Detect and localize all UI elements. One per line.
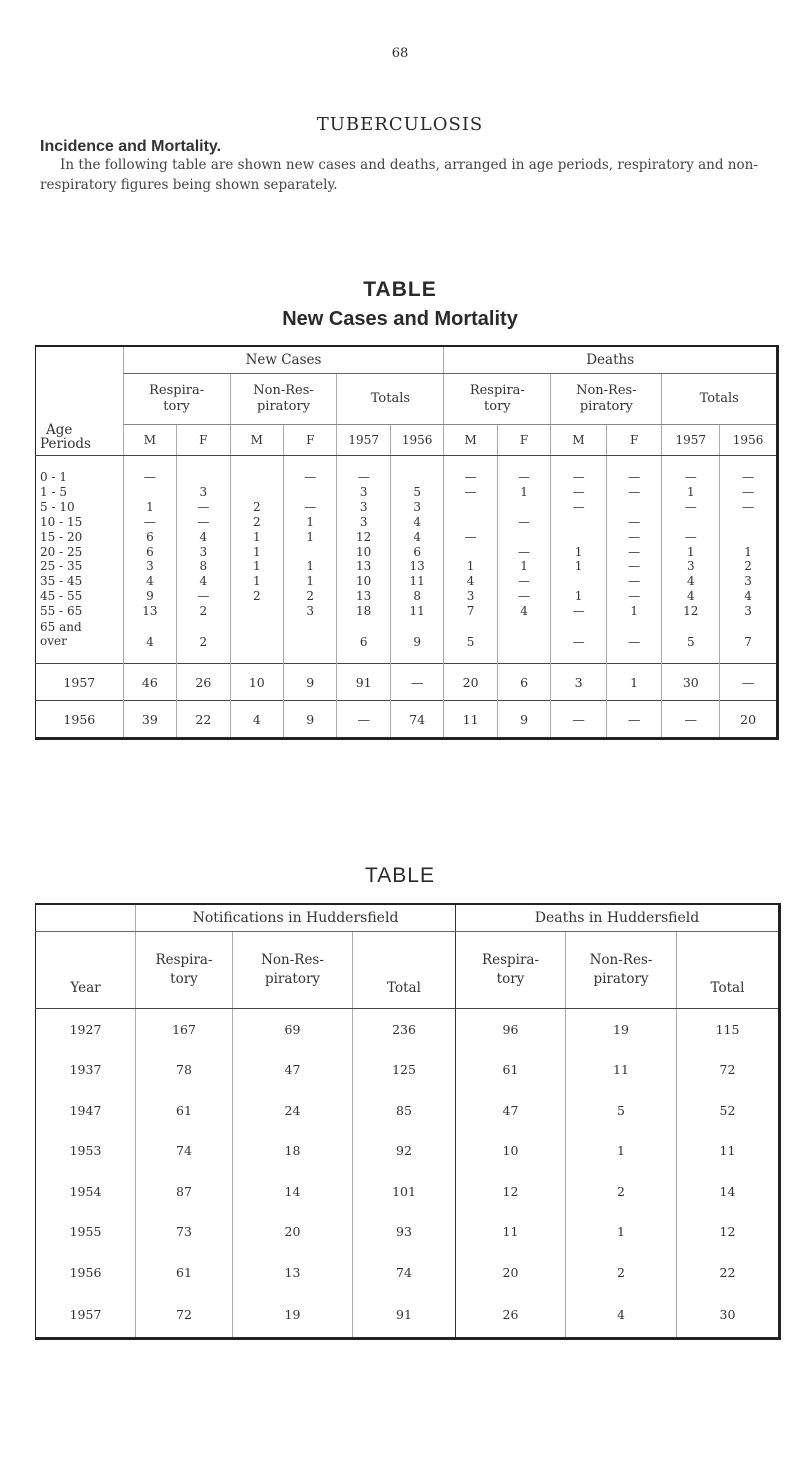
cell: 3 bbox=[720, 574, 778, 589]
intro-paragraph: In the following table are shown new cases and deaths, arranged in age periods, respiratory and non-respiratory figures being shown separately. bbox=[40, 157, 758, 193]
cell: 4 bbox=[566, 1293, 677, 1339]
cell: — bbox=[662, 530, 720, 545]
col-notif-nonrespiratory: Non-Res- piratory bbox=[233, 932, 353, 1009]
cell bbox=[662, 515, 720, 530]
cell: 4 bbox=[662, 574, 720, 589]
cell: — bbox=[606, 619, 662, 649]
cell bbox=[390, 470, 443, 485]
cell: 10 bbox=[337, 574, 390, 589]
cell: — bbox=[551, 619, 607, 649]
cell: 3 bbox=[284, 604, 337, 619]
cell: — bbox=[662, 701, 720, 739]
cell: 2 bbox=[566, 1171, 677, 1212]
cell: 1 bbox=[230, 574, 283, 589]
deaths-group-header: Deaths bbox=[444, 346, 778, 374]
cell: 1 bbox=[606, 664, 662, 701]
cell bbox=[551, 574, 607, 589]
cell: — bbox=[551, 500, 607, 515]
cell: 5 bbox=[662, 619, 720, 649]
cell: 11 bbox=[390, 604, 443, 619]
page-heading: TUBERCULOSIS bbox=[316, 114, 484, 135]
cell: 1 bbox=[662, 545, 720, 560]
table-row bbox=[36, 559, 778, 574]
cell: 12 bbox=[337, 530, 390, 545]
cell: — bbox=[284, 470, 337, 485]
cell: — bbox=[177, 589, 230, 604]
cell: 4 bbox=[720, 589, 778, 604]
cell: 12 bbox=[456, 1171, 566, 1212]
cell: 74 bbox=[136, 1131, 233, 1172]
cell: — bbox=[497, 589, 550, 604]
cell: 30 bbox=[662, 664, 720, 701]
deaths-respiratory-header: Respira- tory bbox=[444, 374, 551, 425]
cell: — bbox=[444, 530, 497, 545]
cell bbox=[497, 619, 550, 649]
cell: 20 bbox=[720, 701, 778, 739]
cell bbox=[444, 545, 497, 560]
cell: 1 bbox=[230, 530, 283, 545]
cell bbox=[720, 515, 778, 530]
cell: 30 bbox=[677, 1293, 780, 1339]
cell bbox=[444, 515, 497, 530]
cell: 5 bbox=[390, 485, 443, 500]
age-cell: 20 - 25 bbox=[40, 544, 83, 559]
col-1957: 1957 bbox=[662, 425, 720, 456]
cell: 4 bbox=[123, 574, 176, 589]
age-label: Age bbox=[46, 422, 73, 438]
cell: 7 bbox=[720, 619, 778, 649]
cell: 1 bbox=[284, 559, 337, 574]
cell: 3 bbox=[390, 500, 443, 515]
cell: 85 bbox=[353, 1090, 456, 1131]
cell: — bbox=[123, 470, 176, 485]
cell: 3 bbox=[177, 545, 230, 560]
cell: 2 bbox=[230, 500, 283, 515]
cell: 3 bbox=[177, 485, 230, 500]
cell: 2 bbox=[230, 589, 283, 604]
age-rows bbox=[36, 470, 778, 619]
cell: 4 bbox=[390, 515, 443, 530]
deaths-group-header: Deaths in Huddersfield bbox=[456, 904, 780, 932]
cell: — bbox=[444, 470, 497, 485]
cell: — bbox=[123, 515, 176, 530]
cell: 1 bbox=[444, 559, 497, 574]
year-cell: 1947 bbox=[69, 1102, 102, 1118]
cell: 74 bbox=[353, 1252, 456, 1293]
cell: — bbox=[606, 574, 662, 589]
cell: 13 bbox=[390, 559, 443, 574]
cell: 4 bbox=[230, 701, 283, 739]
cell: 1 bbox=[230, 545, 283, 560]
cell: 4 bbox=[662, 589, 720, 604]
cell: 52 bbox=[677, 1090, 780, 1131]
cell: 13 bbox=[337, 589, 390, 604]
table-row bbox=[36, 1293, 780, 1339]
col-deaths-respiratory: Respira- tory bbox=[456, 932, 566, 1009]
cell: 12 bbox=[677, 1212, 780, 1253]
cell: 22 bbox=[177, 701, 230, 739]
table-row bbox=[36, 604, 778, 619]
cell: 9 bbox=[497, 701, 550, 739]
age-cell: 10 - 15 bbox=[40, 514, 83, 529]
col-deaths-total: Total bbox=[677, 932, 780, 1009]
cell: 24 bbox=[233, 1090, 353, 1131]
new-totals-header: Totals bbox=[337, 374, 444, 425]
table-row bbox=[36, 515, 778, 530]
cell: 9 bbox=[390, 619, 443, 649]
year-cell: 1956 bbox=[36, 701, 124, 739]
col-m: M bbox=[551, 425, 607, 456]
cell: 10 bbox=[230, 664, 283, 701]
table-row bbox=[36, 485, 778, 500]
table-row bbox=[36, 500, 778, 515]
cell: 3 bbox=[337, 500, 390, 515]
cell: 47 bbox=[233, 1050, 353, 1091]
cell: 3 bbox=[551, 664, 607, 701]
age-cell: 15 - 20 bbox=[40, 529, 83, 544]
cell: 73 bbox=[136, 1212, 233, 1253]
cell: 10 bbox=[337, 545, 390, 560]
table-row bbox=[36, 530, 778, 545]
cell: 5 bbox=[566, 1090, 677, 1131]
year-cell: 1956 bbox=[69, 1264, 102, 1280]
cell: 8 bbox=[390, 589, 443, 604]
year-cell: 1957 bbox=[69, 1307, 102, 1322]
col-f: F bbox=[606, 425, 662, 456]
new-nonrespiratory-header: Non-Res- piratory bbox=[230, 374, 337, 425]
table1-subtitle: New Cases and Mortality bbox=[282, 308, 518, 330]
cell: 1 bbox=[123, 500, 176, 515]
cell: 2 bbox=[284, 589, 337, 604]
cell: 4 bbox=[123, 619, 176, 649]
cell: 61 bbox=[456, 1050, 566, 1091]
cell: — bbox=[337, 701, 390, 739]
cell bbox=[123, 485, 176, 500]
cell: 1 bbox=[284, 515, 337, 530]
cell: 9 bbox=[284, 664, 337, 701]
cell: 115 bbox=[677, 1009, 780, 1050]
cell: 9 bbox=[123, 589, 176, 604]
cell: 8 bbox=[177, 559, 230, 574]
notifications-group-header: Notifications in Huddersfield bbox=[136, 904, 456, 932]
cell: 1 bbox=[284, 530, 337, 545]
col-f: F bbox=[497, 425, 550, 456]
periods-label: Periods bbox=[40, 436, 91, 452]
cell: 1 bbox=[606, 604, 662, 619]
cell: 19 bbox=[233, 1293, 353, 1339]
cell: 3 bbox=[337, 485, 390, 500]
cell: 11 bbox=[390, 574, 443, 589]
col-m: M bbox=[230, 425, 283, 456]
cell: 2 bbox=[720, 559, 778, 574]
cell bbox=[551, 515, 607, 530]
cell: — bbox=[390, 664, 443, 701]
cell: 92 bbox=[353, 1131, 456, 1172]
cell: 2 bbox=[230, 515, 283, 530]
cell: 6 bbox=[337, 619, 390, 649]
table-row bbox=[36, 545, 778, 560]
cell: — bbox=[720, 664, 778, 701]
cell: 47 bbox=[456, 1090, 566, 1131]
cell: — bbox=[497, 470, 550, 485]
cell: 1 bbox=[551, 589, 607, 604]
cell: — bbox=[551, 701, 607, 739]
cell: 3 bbox=[123, 559, 176, 574]
cell: 3 bbox=[444, 589, 497, 604]
total-row-1956 bbox=[36, 701, 778, 739]
cell: — bbox=[606, 470, 662, 485]
cell: 22 bbox=[677, 1252, 780, 1293]
cell: 11 bbox=[456, 1212, 566, 1253]
age-periods-header bbox=[36, 346, 124, 456]
cell: 6 bbox=[497, 664, 550, 701]
cell: 10 bbox=[456, 1131, 566, 1172]
cell: 74 bbox=[390, 701, 443, 739]
cell: — bbox=[720, 485, 778, 500]
table1-title: TABLE bbox=[363, 278, 437, 301]
cell: — bbox=[606, 530, 662, 545]
cell: 69 bbox=[233, 1009, 353, 1050]
cell bbox=[497, 500, 550, 515]
cell: — bbox=[662, 470, 720, 485]
cell: 13 bbox=[233, 1252, 353, 1293]
cell bbox=[720, 530, 778, 545]
total-row-1957 bbox=[36, 664, 778, 701]
deaths-nonrespiratory-header: Non-Res- piratory bbox=[551, 374, 662, 425]
cell: 125 bbox=[353, 1050, 456, 1091]
cell: 19 bbox=[566, 1009, 677, 1050]
col-m: M bbox=[123, 425, 176, 456]
cell: 1 bbox=[497, 485, 550, 500]
col-deaths-nonrespiratory: Non-Res- piratory bbox=[566, 932, 677, 1009]
cell: 12 bbox=[662, 604, 720, 619]
cell: 101 bbox=[353, 1171, 456, 1212]
cell: — bbox=[551, 604, 607, 619]
cell: 26 bbox=[177, 664, 230, 701]
cell: 5 bbox=[444, 619, 497, 649]
cell: 1 bbox=[720, 545, 778, 560]
year-cell: 1955 bbox=[69, 1224, 102, 1240]
age-cell: 0 - 1 bbox=[40, 470, 67, 484]
cell: — bbox=[497, 515, 550, 530]
new-respiratory-header: Respira- tory bbox=[123, 374, 230, 425]
cell: 13 bbox=[337, 559, 390, 574]
age-cell: 65 and over bbox=[40, 620, 82, 649]
table2-title: TABLE bbox=[365, 864, 435, 887]
cell bbox=[284, 485, 337, 500]
cell: 91 bbox=[337, 664, 390, 701]
cell bbox=[497, 530, 550, 545]
cell: — bbox=[177, 500, 230, 515]
cell bbox=[230, 604, 283, 619]
cell bbox=[177, 470, 230, 485]
cell: 1 bbox=[662, 485, 720, 500]
table-row bbox=[36, 1009, 780, 1050]
table-row bbox=[36, 470, 778, 485]
cell bbox=[284, 545, 337, 560]
cell: 3 bbox=[662, 559, 720, 574]
cell: — bbox=[606, 545, 662, 560]
cell bbox=[606, 500, 662, 515]
year-cell: 1954 bbox=[69, 1183, 102, 1199]
cell: — bbox=[720, 500, 778, 515]
cell: — bbox=[606, 701, 662, 739]
cell: — bbox=[177, 515, 230, 530]
cell: — bbox=[444, 485, 497, 500]
cell: 1 bbox=[566, 1212, 677, 1253]
cell: — bbox=[720, 470, 778, 485]
cell bbox=[230, 485, 283, 500]
cell: — bbox=[551, 470, 607, 485]
age-cell: 5 - 10 bbox=[40, 499, 75, 514]
cell: 14 bbox=[677, 1171, 780, 1212]
cell: 9 bbox=[284, 701, 337, 739]
cell: 11 bbox=[677, 1131, 780, 1172]
huddersfield-notifications-table bbox=[35, 903, 781, 1340]
cell: — bbox=[662, 500, 720, 515]
new-cases-mortality-table bbox=[35, 345, 779, 740]
year-cell: 1953 bbox=[69, 1143, 102, 1159]
cell bbox=[444, 500, 497, 515]
cell: 6 bbox=[123, 530, 176, 545]
cell: 4 bbox=[444, 574, 497, 589]
year-cell: 1957 bbox=[36, 664, 124, 701]
cell: 93 bbox=[353, 1212, 456, 1253]
col-notif-total: Total bbox=[353, 932, 456, 1009]
col-f: F bbox=[177, 425, 230, 456]
cell: 3 bbox=[337, 515, 390, 530]
cell: — bbox=[497, 574, 550, 589]
col-1956: 1956 bbox=[390, 425, 443, 456]
age-cell: 25 - 35 bbox=[40, 559, 83, 574]
table-row bbox=[36, 1090, 780, 1131]
cell: 72 bbox=[677, 1050, 780, 1091]
cell: 6 bbox=[123, 545, 176, 560]
cell: 2 bbox=[177, 619, 230, 649]
cell: 4 bbox=[177, 574, 230, 589]
year-header-blank bbox=[36, 904, 136, 932]
col-notif-respiratory: Respira- tory bbox=[136, 932, 233, 1009]
cell: 18 bbox=[233, 1131, 353, 1172]
age-cell: 1 - 5 bbox=[40, 484, 67, 499]
cell: 13 bbox=[123, 604, 176, 619]
cell: 11 bbox=[444, 701, 497, 739]
cell: 26 bbox=[456, 1293, 566, 1339]
cell: 167 bbox=[136, 1009, 233, 1050]
cell: 39 bbox=[123, 701, 176, 739]
cell bbox=[230, 619, 283, 649]
cell: 3 bbox=[720, 604, 778, 619]
cell bbox=[230, 470, 283, 485]
cell: 4 bbox=[390, 530, 443, 545]
cell: 78 bbox=[136, 1050, 233, 1091]
cell: 61 bbox=[136, 1252, 233, 1293]
cell: 11 bbox=[566, 1050, 677, 1091]
col-m: M bbox=[444, 425, 497, 456]
cell: 46 bbox=[123, 664, 176, 701]
col-year: Year bbox=[36, 932, 136, 1009]
cell: 4 bbox=[177, 530, 230, 545]
cell: 14 bbox=[233, 1171, 353, 1212]
table-row bbox=[36, 619, 778, 649]
cell: 2 bbox=[566, 1252, 677, 1293]
cell: — bbox=[606, 589, 662, 604]
cell: 1 bbox=[566, 1131, 677, 1172]
table-row bbox=[36, 574, 778, 589]
year-rows bbox=[36, 1009, 780, 1339]
deaths-totals-header: Totals bbox=[662, 374, 778, 425]
table-row bbox=[36, 1252, 780, 1293]
table-row bbox=[36, 1050, 780, 1091]
cell: 4 bbox=[497, 604, 550, 619]
col-1957: 1957 bbox=[337, 425, 390, 456]
cell: 91 bbox=[353, 1293, 456, 1339]
cell: — bbox=[497, 545, 550, 560]
cell: — bbox=[606, 485, 662, 500]
col-f: F bbox=[284, 425, 337, 456]
cell: 236 bbox=[353, 1009, 456, 1050]
year-cell: 1927 bbox=[69, 1021, 102, 1037]
cell: — bbox=[606, 559, 662, 574]
cell: 18 bbox=[337, 604, 390, 619]
year-cell: 1937 bbox=[69, 1062, 102, 1078]
age-cell: 35 - 45 bbox=[40, 574, 83, 589]
cell bbox=[551, 530, 607, 545]
cell: 1 bbox=[551, 559, 607, 574]
cell: — bbox=[284, 500, 337, 515]
cell: 1 bbox=[284, 574, 337, 589]
cell: 20 bbox=[233, 1212, 353, 1253]
cell bbox=[284, 619, 337, 649]
table-row bbox=[36, 1212, 780, 1253]
table-row bbox=[36, 589, 778, 604]
cell: 1 bbox=[551, 545, 607, 560]
cell: — bbox=[606, 515, 662, 530]
cell: — bbox=[551, 485, 607, 500]
cell: 20 bbox=[456, 1252, 566, 1293]
age-cell: 45 - 55 bbox=[40, 589, 83, 604]
cell: 6 bbox=[390, 545, 443, 560]
table-row bbox=[36, 1171, 780, 1212]
cell: 1 bbox=[497, 559, 550, 574]
cell: 61 bbox=[136, 1090, 233, 1131]
age-cell: 55 - 65 bbox=[40, 604, 83, 619]
page-number: 68 bbox=[391, 46, 409, 61]
section-subheading: Incidence and Mortality. bbox=[40, 138, 222, 155]
cell: 96 bbox=[456, 1009, 566, 1050]
cell: 87 bbox=[136, 1171, 233, 1212]
cell: 7 bbox=[444, 604, 497, 619]
cell: 2 bbox=[177, 604, 230, 619]
table-row bbox=[36, 1131, 780, 1172]
cell: — bbox=[337, 470, 390, 485]
col-1956: 1956 bbox=[720, 425, 778, 456]
cell: 1 bbox=[230, 559, 283, 574]
cell: 20 bbox=[444, 664, 497, 701]
cell: 72 bbox=[136, 1293, 233, 1339]
new-cases-group-header: New Cases bbox=[123, 346, 444, 374]
